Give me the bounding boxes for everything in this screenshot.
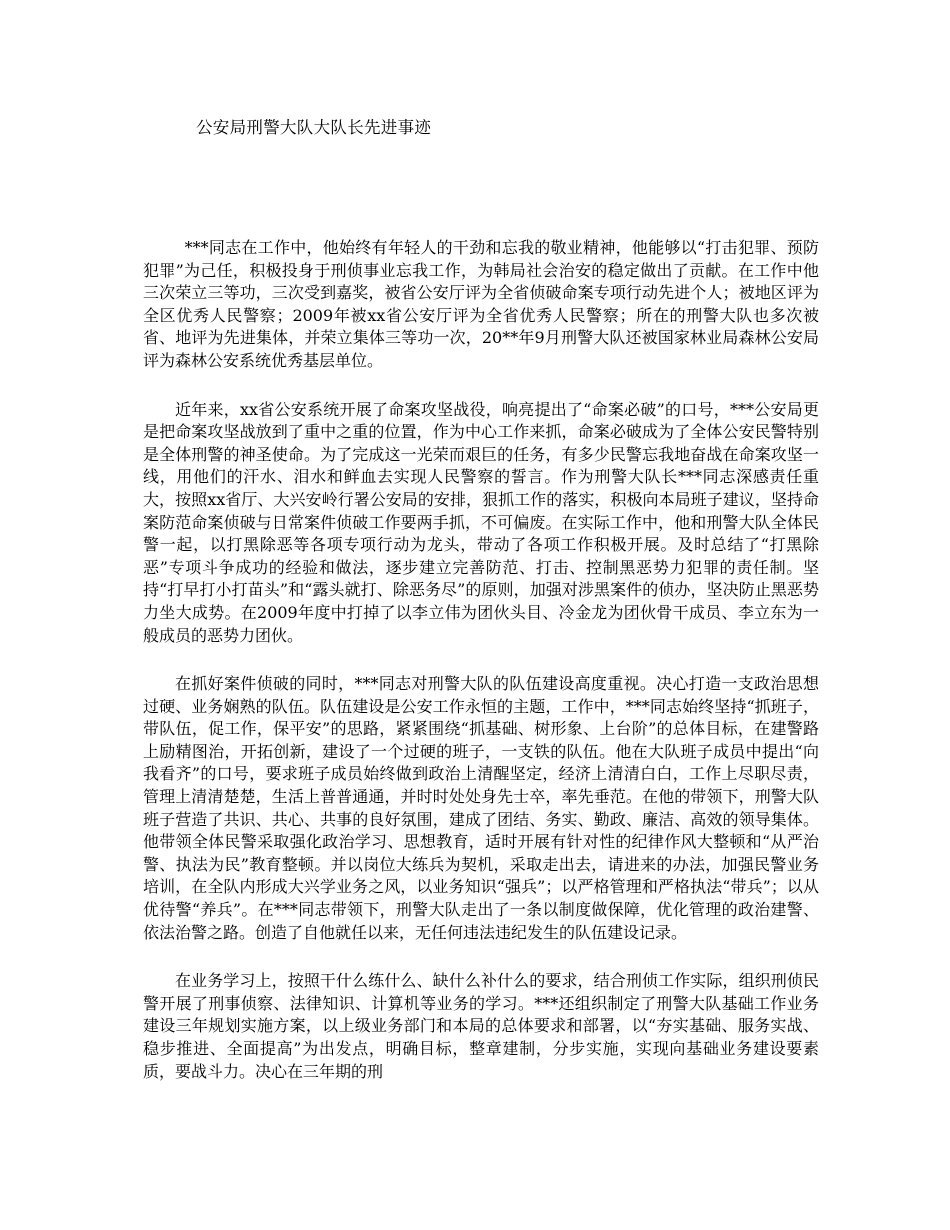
document-title: 公安局刑警大队大队长先进事迹 (196, 118, 432, 137)
paragraph-3: 在抓好案件侦破的同时，***同志对刑警大队的队伍建设高度重视。决心打造一支政治思想过硬、业务娴熟的队伍。队伍建设是公安工作永恒的主题，工作中，***同志始终坚持“抓班子，带队伍，促工作，保平安”的思路，紧紧围绕“抓基础、树形象、上台阶”的总体目标，在建警路上励精图治，开拓创新，建设了一个过硬的班子，一支铁的队伍。他在大队班子成员中提出“向我看齐”的口号，要求班子成员始终做到政治上清醒坚定，经济上清清白白，工作上尽职尽责，管理上清清楚楚，生活上普普通通，并时时处处身先士卒，率先垂范。在他的带领下，刑警大队班子营造了共识、共心、共事的良好氛围，建成了团结、务实、勤政、廉洁、高效的领导集体。他带领全体民警采取强化政治学习、思想教育，适时开展有针对性的纪律作风大整顿和“从严治警、执法为民”教育整顿。并以岗位大练兵为契机，采取走出去，请进来的办法，加强民警业务培训，在全队内形成大兴学业务之风，以业务知识“强兵”；以严格管理和严格执法“带兵”；以从优待警“养兵”。在***同志带领下，刑警大队走出了一条以制度做保障，优化管理的政治建警、依法治警之路。创造了自他就任以来，无任何违法违纪发生的队伍建设记录。 (143, 674, 819, 942)
paragraph-2: 近年来，xx省公安系统开展了命案攻坚战役，响亮提出了“命案必破”的口号，***公安局更是把命案攻坚战放到了重中之重的位置，作为中心工作来抓，命案必破成为了全体公安民警特别是全体刑警的神圣使命。为了完成这一光荣而艰巨的任务，有多少民警忘我地奋战在命案攻坚一线，用他们的汗水、泪水和鲜血去实现人民警察的誓言。作为刑警大队长***同志深感责任重大，按照xx省厅、大兴安岭行署公安局的安排，狠抓工作的落实，积极向本局班子建议，坚持命案防范命案侦破与日常案件侦破工作要两手抓，不可偏废。在实际工作中，他和刑警大队全体民警一起，以打黑除恶等各项专项行动为龙头，带动了各项工作积极开展。及时总结了“打黑除恶”专项斗争成功的经验和做法，逐步建立完善防范、打击、控制黑恶势力犯罪的责任制。坚持“打早打小打苗头”和“露头就打、除恶务尽”的原则，加强对涉黑案件的侦办，坚决防止黑恶势力坐大成势。在2009年度中打掉了以李立伟为团伙头目、冷金龙为团伙骨干成员、李立东为一般成员的恶势力团伙。 (143, 399, 819, 645)
document-body (143, 237, 819, 1109)
paragraph-1: ***同志在工作中，他始终有年轻人的干劲和忘我的敬业精神，他能够以“打击犯罪、预防犯罪”为己任，积极投身于刑侦事业忘我工作，为韩局社会治安的稳定做出了贡献。在工作中他三次荣立三等功，三次受到嘉奖，被省公安厅评为全省侦破命案专项行动先进个人；被地区评为全区优秀人民警察；2009年被xx省公安厅评为全省优秀人民警察；所在的刑警大队也多次被省、地评为先进集体，并荣立集体三等功一次，20**年9月刑警大队还被国家林业局森林公安局评为森林公安系统优秀基层单位。 (143, 238, 819, 370)
paragraph-4: 在业务学习上，按照干什么练什么、缺什么补什么的要求，结合刑侦工作实际，组织刑侦民警开展了刑事侦察、法律知识、计算机等业务的学习。***还组织制定了刑警大队基础工作业务建设三年规划实施方案，以上级业务部门和本局的总体要求和部署，以“夯实基础、服务实战、稳步推进、全面提高”为出发点，明确目标，整章建制，分步实施，实现向基础业务建设要素质，要战斗力。决心在三年期的刑 (143, 971, 819, 1081)
